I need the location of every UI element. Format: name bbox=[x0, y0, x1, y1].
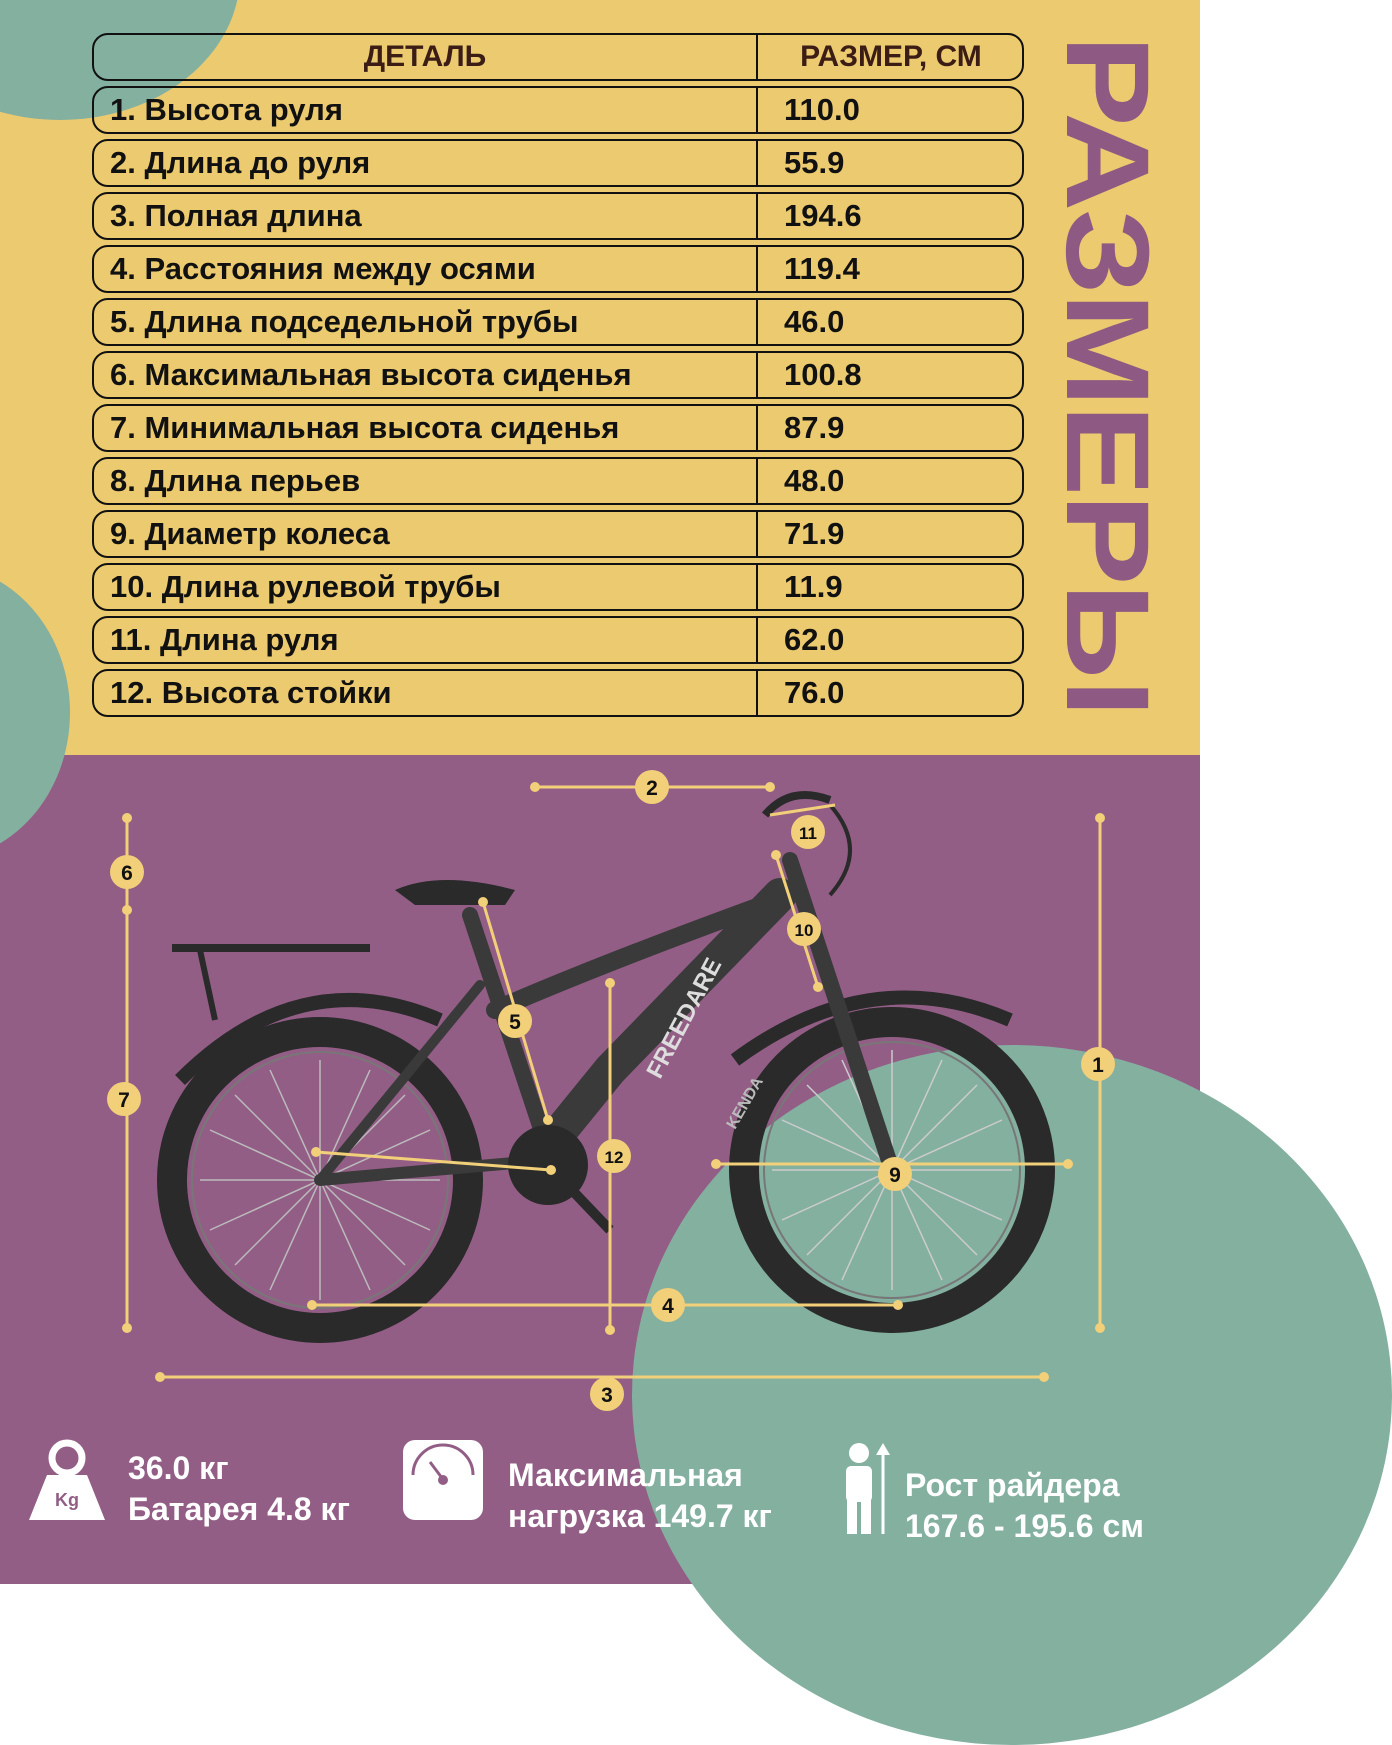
svg-text:Kg: Kg bbox=[55, 1490, 79, 1510]
svg-text:2: 2 bbox=[646, 777, 658, 800]
marker-10 bbox=[787, 912, 821, 946]
tire-brand: KENDA bbox=[723, 1074, 767, 1132]
marker-1 bbox=[1081, 1047, 1115, 1081]
gauge-icon bbox=[403, 1440, 483, 1520]
weight-icon bbox=[29, 1443, 105, 1520]
svg-text:4: 4 bbox=[662, 1295, 674, 1318]
svg-text:3: 3 bbox=[601, 1384, 613, 1407]
table-header bbox=[92, 33, 1024, 81]
table-row: 2. Длина до руля 55.9 bbox=[92, 139, 1024, 187]
svg-text:6: 6 bbox=[121, 862, 133, 885]
marker-9 bbox=[878, 1157, 912, 1191]
svg-text:7: 7 bbox=[118, 1089, 130, 1112]
header-part: ДЕТАЛЬ bbox=[363, 40, 487, 73]
specs-table-section bbox=[0, 0, 1200, 755]
marker-11 bbox=[791, 815, 825, 849]
rider-height-spec: Рост райдера 167.6 - 195.6 см bbox=[905, 1467, 1144, 1544]
table-row: 7. Минимальная высота сиденья 87.9 bbox=[92, 404, 1024, 452]
table-row: 1. Высота руля 110.0 bbox=[92, 86, 1024, 134]
max-load-spec: Максимальная нагрузка 149.7 кг bbox=[508, 1457, 772, 1534]
table-row: 3. Полная длина 194.6 bbox=[92, 192, 1024, 240]
marker-2 bbox=[635, 770, 669, 804]
table-row: 9. Диаметр колеса 71.9 bbox=[92, 510, 1024, 558]
table-row: 10. Длина рулевой трубы 11.9 bbox=[92, 563, 1024, 611]
table-row: 8. Длина перьев 48.0 bbox=[92, 457, 1024, 505]
svg-text:12: 12 bbox=[604, 1148, 624, 1167]
svg-text:11: 11 bbox=[799, 824, 817, 843]
marker-7 bbox=[107, 1082, 141, 1116]
saddle bbox=[395, 880, 515, 905]
svg-text:10: 10 bbox=[794, 921, 814, 940]
svg-text:РАЗМЕРЫ: РАЗМЕРЫ bbox=[1041, 35, 1173, 620]
table-row: 12. Высота стойки 76.0 bbox=[92, 669, 1024, 717]
rider-height-icon bbox=[846, 1443, 890, 1534]
table-row: 6. Максимальная высота сиденья 100.8 bbox=[92, 351, 1024, 399]
marker-6 bbox=[110, 855, 144, 889]
table-row: 4. Расстояния между осями 119.4 bbox=[92, 245, 1024, 293]
side-title bbox=[1041, 30, 1173, 720]
svg-text:1: 1 bbox=[1092, 1054, 1104, 1077]
header-size: РАЗМЕР, СМ bbox=[800, 40, 982, 73]
table-row: 11. Длина руля 62.0 bbox=[92, 616, 1024, 664]
marker-4 bbox=[651, 1288, 685, 1322]
weight-spec: 36.0 кг Батарея 4.8 кг bbox=[128, 1450, 350, 1527]
svg-text:5: 5 bbox=[509, 1011, 521, 1034]
table-row: 5. Длина подседельной трубы 46.0 bbox=[92, 298, 1024, 346]
marker-5 bbox=[498, 1004, 532, 1038]
marker-12 bbox=[597, 1139, 631, 1173]
marker-3 bbox=[590, 1377, 624, 1411]
svg-text:9: 9 bbox=[889, 1164, 901, 1187]
frame-brand: FREEDARE bbox=[641, 953, 728, 1083]
